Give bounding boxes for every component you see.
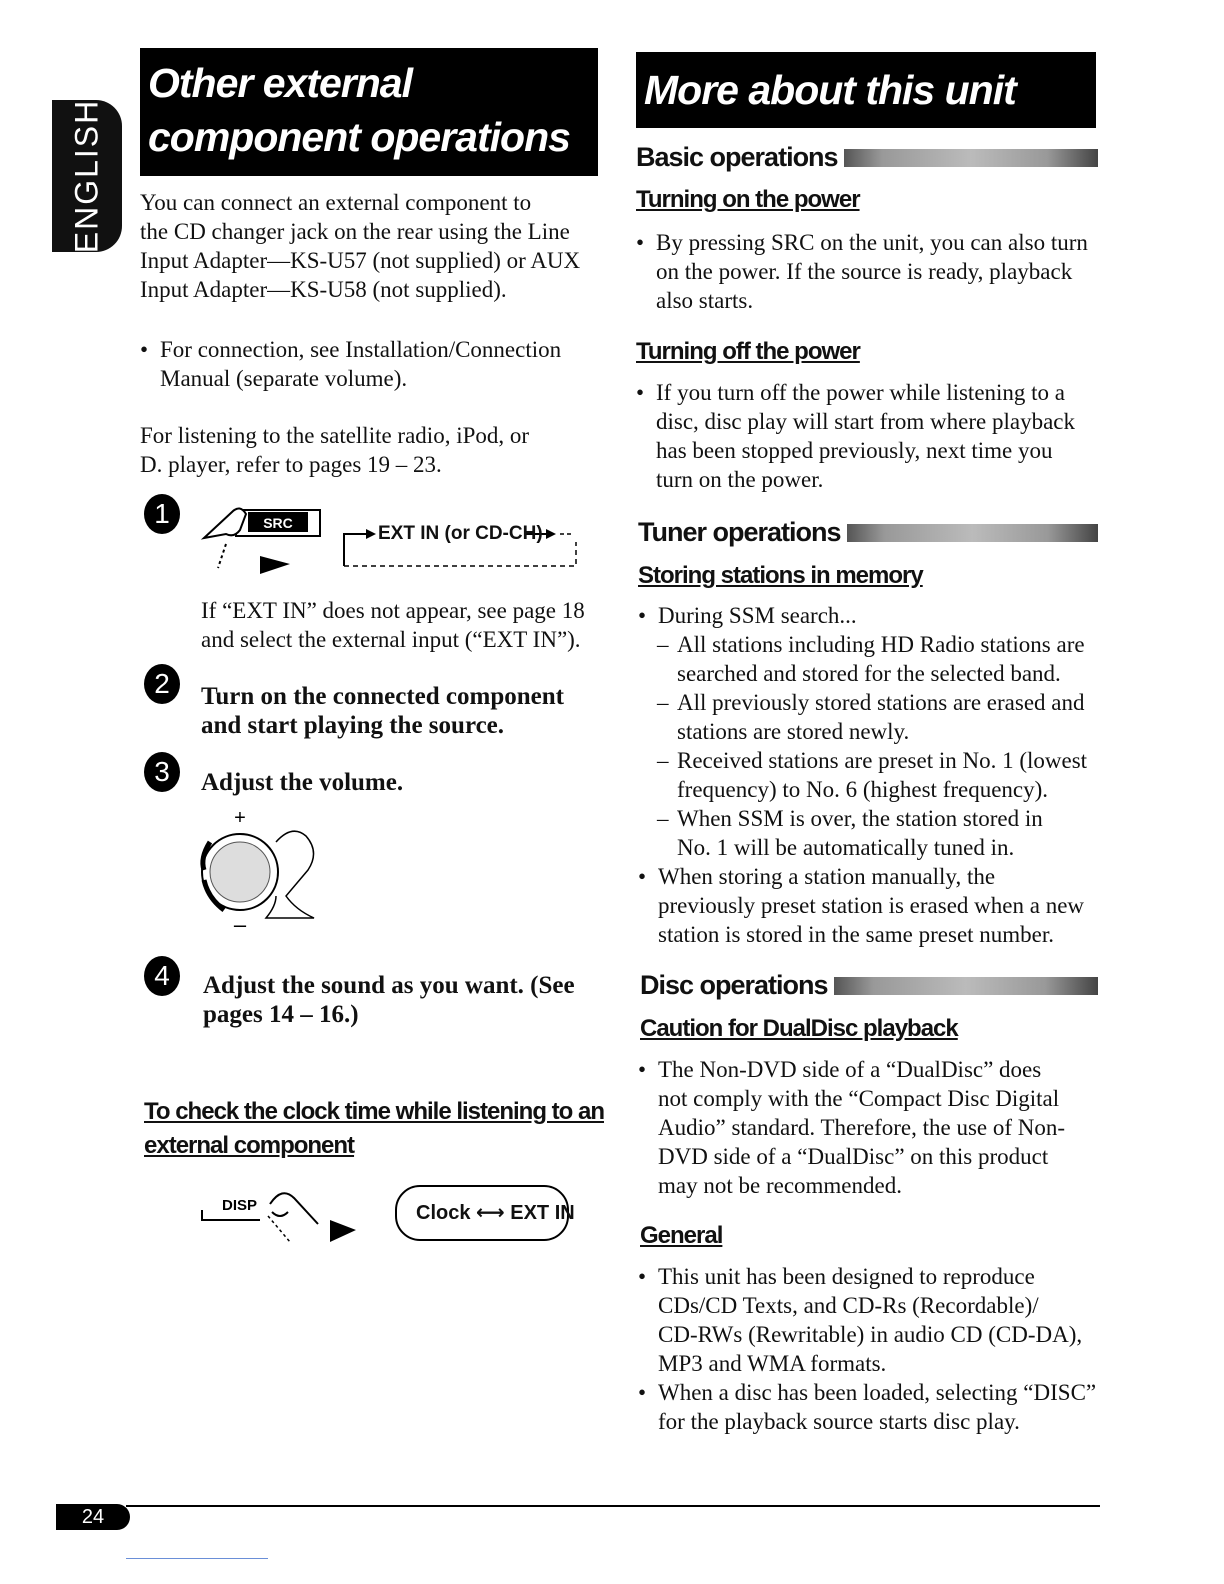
ssm-dash-item: – When SSM is over, the station stored in No. 1 will be automatically tuned in. (657, 804, 1043, 862)
step-2-text: and start playing the source. (201, 712, 505, 739)
footer-rule (126, 1505, 1100, 1507)
intro-line: the CD changer jack on the rear using the Line (140, 219, 570, 244)
general-bullet: • When a disc has been loaded, selecting “DISC” for the playback source starts disc play. (638, 1378, 1096, 1436)
caution-text: • The Non-DVD side of a “DualDisc” does not comply with the “Compact Disc Digital Audio” standard. Therefore, the use of Non- DVD side of a “DualDisc” on this product may not be recommended. (638, 1055, 1065, 1200)
step-1-note: If “EXT IN” does not appear, see page 18 (201, 598, 585, 623)
power-off-text: • If you turn off the power while listening to a disc, disc play will start from where playback has been stopped previously, next time you turn on the power. (636, 378, 1075, 494)
step-4-text: pages 14 – 16.) (203, 1001, 359, 1028)
ssm-dash-item: – Received stations are preset in No. 1 (lowest frequency) to No. 6 (highest frequency). (657, 746, 1087, 804)
satellite-note-line: For listening to the satellite radio, iPod, or (140, 423, 530, 448)
ssm-bullet: • During SSM search... (638, 601, 857, 630)
intro-line: Input Adapter—KS-U57 (not supplied) or AUX (140, 248, 581, 273)
disp-button-illustration (198, 1180, 368, 1250)
power-on-heading: Turning on the power (636, 186, 860, 213)
disc-operations-heading: Disc operations (640, 970, 1098, 1001)
heading-bar (844, 149, 1098, 167)
volume-plus-label: + (234, 807, 246, 829)
left-banner-title: Other external component operations (140, 48, 598, 176)
step-4-text: Adjust the sound as you want. (See (203, 972, 575, 999)
right-banner-title: More about this unit (636, 52, 1096, 128)
volume-knob-illustration (196, 806, 326, 940)
ext-in-caption: EXT IN (or CD-CH) (378, 523, 543, 544)
step-1-number: 1 (144, 494, 180, 534)
step-4-number: 4 (144, 956, 180, 996)
power-on-text: • By pressing SRC on the unit, you can also turn on the power. If the source is ready, playback also starts. (636, 228, 1088, 315)
src-button-illustration (196, 498, 336, 580)
page-number: 24 (56, 1504, 130, 1530)
step-3-text: Adjust the volume. (201, 769, 404, 796)
satellite-note-line: D. player, refer to pages 19 – 23. (140, 452, 442, 477)
step-2-number: 2 (144, 664, 180, 704)
general-heading: General (640, 1222, 723, 1249)
step-1-note: and select the external input (“EXT IN”). (201, 627, 581, 652)
language-tab: ENGLISH (52, 100, 122, 252)
heading-bar (834, 977, 1098, 995)
ssm-dash-item: – All stations including HD Radio stations are searched and stored for the selected band. (657, 630, 1085, 688)
ssm-dash-item: – All previously stored stations are erased and stations are stored newly. (657, 688, 1085, 746)
manual-store-bullet: • When storing a station manually, the previously preset station is erased when a new station is stored in the same preset number. (638, 862, 1084, 949)
tuner-operations-heading: Tuner operations (638, 517, 1098, 548)
bottom-divider (126, 1558, 268, 1559)
connection-note: • For connection, see Installation/Connection Manual (separate volume). (140, 335, 561, 393)
basic-operations-heading: Basic operations (636, 142, 1098, 173)
volume-minus-label: – (233, 912, 247, 937)
clock-caption: Clock ⟷ EXT IN (416, 1202, 575, 1224)
power-off-heading: Turning off the power (636, 338, 860, 365)
caution-dualdisc-heading: Caution for DualDisc playback (640, 1015, 958, 1042)
step-3-number: 3 (144, 752, 180, 792)
disp-button-label: DISP (222, 1197, 258, 1214)
general-bullet: • This unit has been designed to reproduce CDs/CD Texts, and CD-Rs (Recordable)/ CD-RWs (Rewritable) in audio CD (CD-DA), MP3 and WMA formats. (638, 1262, 1082, 1378)
intro-line: You can connect an external component to (140, 190, 532, 215)
intro-line: Input Adapter—KS-U58 (not supplied). (140, 277, 507, 302)
src-button-label: SRC (263, 515, 293, 531)
heading-bar (847, 524, 1098, 542)
clock-heading: external component (144, 1132, 355, 1159)
storing-stations-heading: Storing stations in memory (638, 562, 923, 589)
clock-heading: To check the clock time while listening to an (144, 1098, 604, 1125)
step-2-text: Turn on the connected component (201, 683, 564, 710)
